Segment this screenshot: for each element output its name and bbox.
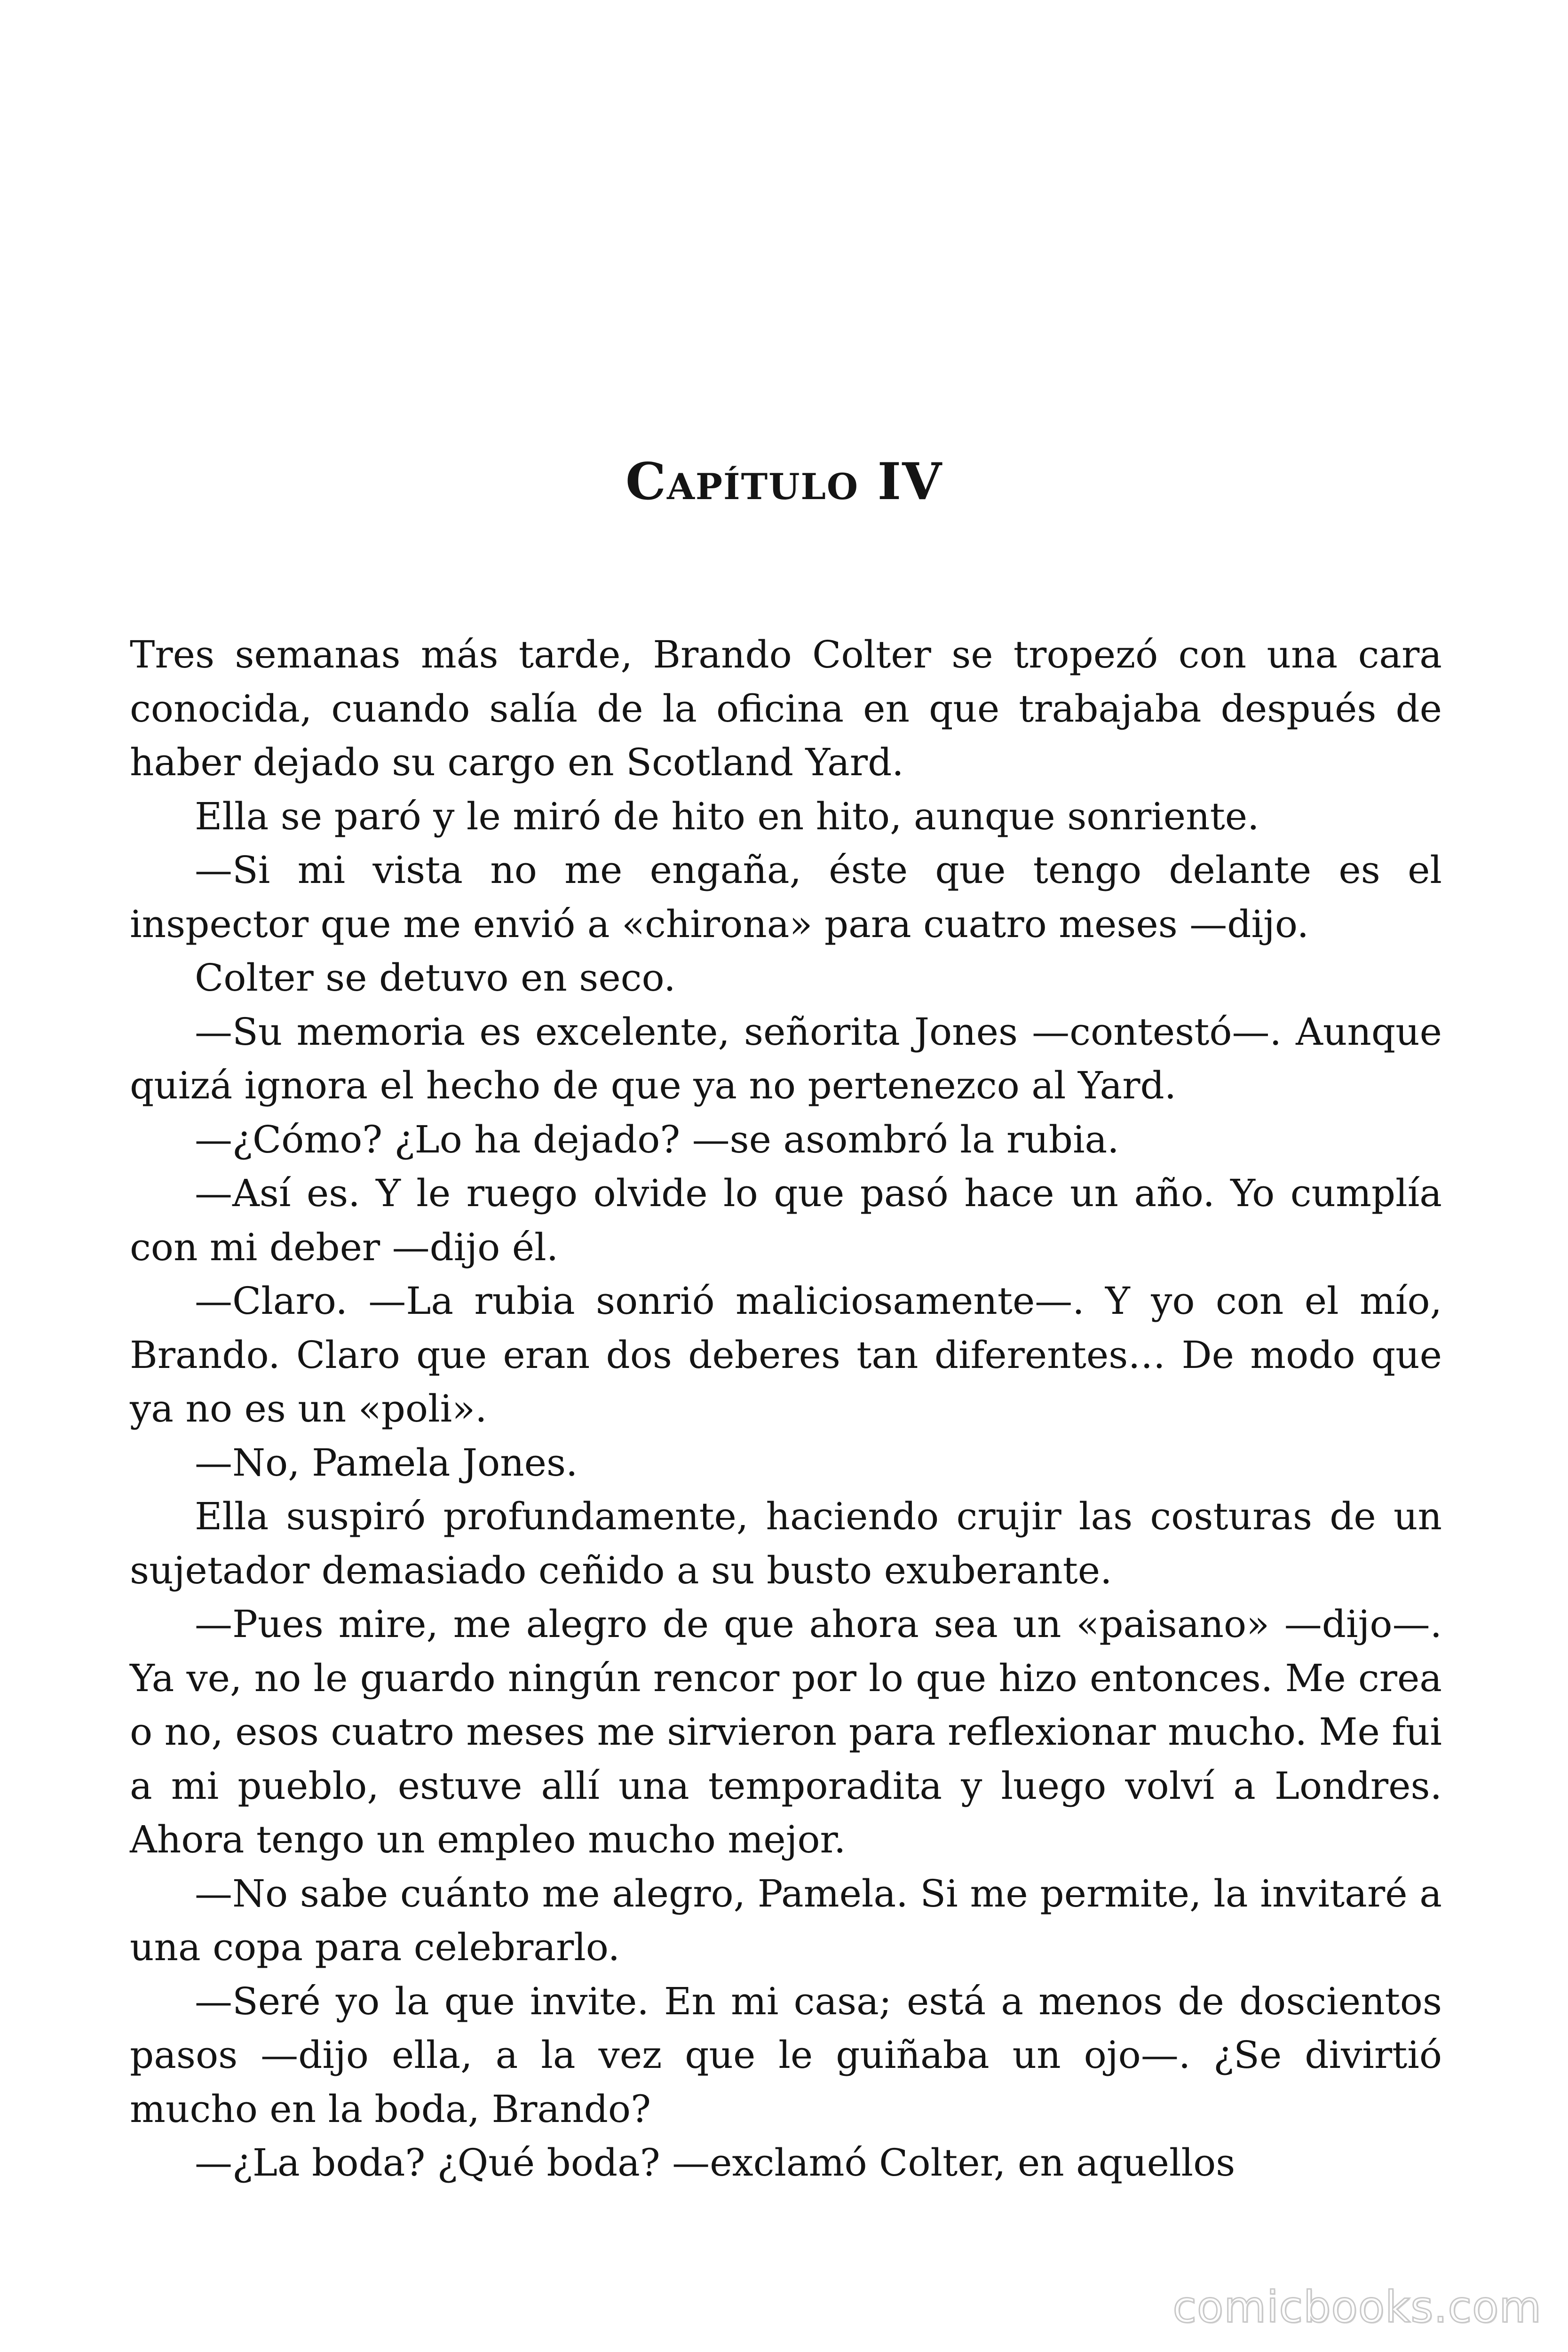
paragraph: Ella se paró y le miró de hito en hito, aunque sonriente. <box>195 794 1259 838</box>
paragraph: —Seré yo la que invite. En mi casa; está a menos de doscientos pasos —dijo ella, a la vez que le guiñaba un ojo—. ¿Se divirtió mucho en la boda, Brando? <box>130 1979 1442 2131</box>
paragraph: —Así es. Y le ruego olvide lo que pasó hace un año. Yo cumplía con mi deber —dijo él. <box>130 1171 1442 1269</box>
paragraph: —Si mi vista no me engaña, éste que tengo delante es el inspector que me envió a «chirona» para cuatro meses —dijo. <box>130 848 1442 946</box>
paragraph: —No sabe cuánto me alegro, Pamela. Si me permite, la invitaré a una copa para celebrarlo. <box>130 1871 1442 1969</box>
paragraph: —Su memoria es excelente, señorita Jones —contestó—. Aunque quizá ignora el hecho de que ya no pertenezco al Yard. <box>130 1009 1442 1107</box>
paragraph: —Claro. —La rubia sonrió maliciosamente—. Y yo con el mío, Brando. Claro que eran dos deberes tan diferentes… De modo que ya no es un «poli». <box>130 1279 1442 1430</box>
paragraph: Tres semanas más tarde, Brando Colter se tropezó con una cara conocida, cuando salía de la oficina en que trabajaba después de haber dejado su cargo en Scotland Yard. <box>130 633 1442 784</box>
paragraph: —Pues mire, me alegro de que ahora sea un «paisano» —dijo—. Ya ve, no le guardo ningún rencor por lo que hizo entonces. Me crea o no, esos cuatro meses me sirvieron para reflexionar mucho. Me fui a mi pueblo, estuve allí una temporadita y luego volví a Londres. Ahora tengo un empleo mucho mejor. <box>130 1602 1442 1861</box>
watermark: comicbooks.com <box>1172 2282 1542 2332</box>
paragraph: —¿La boda? ¿Qué boda? —exclamó Colter, en aquellos <box>195 2141 1235 2185</box>
chapter-body <box>130 628 1442 2190</box>
paragraph: —No, Pamela Jones. <box>195 1440 578 1485</box>
chapter-title: Capítulo IV <box>625 452 942 511</box>
paragraph: Ella suspiró profundamente, haciendo crujir las costuras de un sujetador demasiado ceñido a su busto exuberante. <box>130 1494 1442 1592</box>
paragraph: Colter se detuvo en seco. <box>195 956 676 1000</box>
paragraph: —¿Cómo? ¿Lo ha dejado? —se asombró la rubia. <box>195 1117 1119 1161</box>
